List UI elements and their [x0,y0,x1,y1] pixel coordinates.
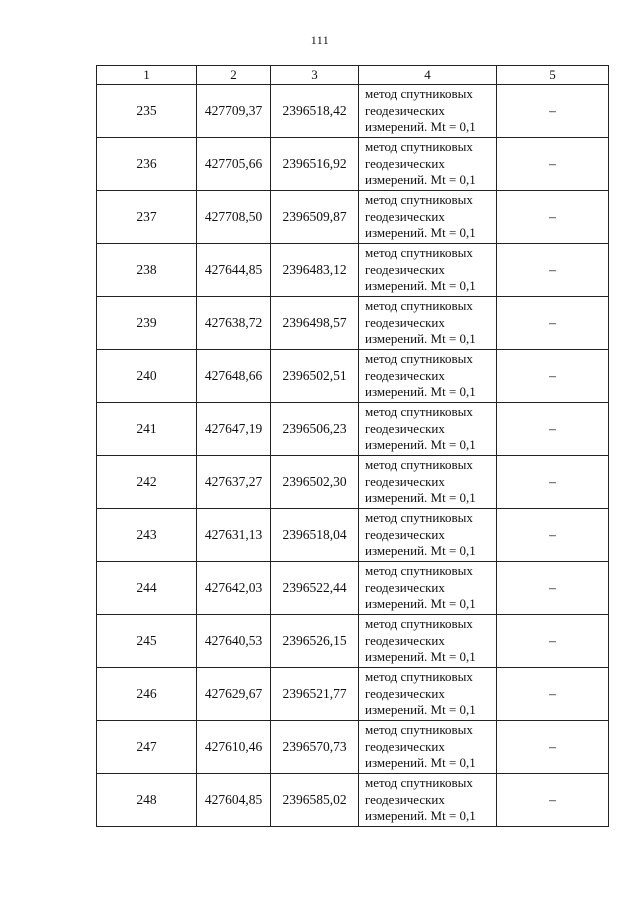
method-cell [359,85,497,138]
table-row [97,244,609,297]
y-coordinate-cell: 2396521,77 [271,668,359,721]
method-cell [359,403,497,456]
method-text-line: геодезических [365,420,445,436]
method-text-line: метод спутниковых [365,510,473,526]
method-text-line: измерений. Mt = 0,1 [365,384,476,400]
method-text-line: измерений. Mt = 0,1 [365,543,476,559]
column-5-cell: – [497,297,609,350]
method-text-line: метод спутниковых [365,457,473,473]
y-coordinate-cell: 2396570,73 [271,721,359,774]
point-number-cell: 236 [97,138,197,191]
point-number-cell: 248 [97,774,197,827]
x-coordinate-cell: 427604,85 [197,774,271,827]
column-5-cell: – [497,562,609,615]
method-cell [359,191,497,244]
coordinates-table [96,65,609,827]
method-cell [359,774,497,827]
method-text-line: геодезических [365,526,445,542]
method-cell [359,721,497,774]
method-text-line: геодезических [365,473,445,489]
method-text-line: измерений. Mt = 0,1 [365,331,476,347]
method-cell [359,138,497,191]
column-5-cell: – [497,615,609,668]
header-col-2: 2 [197,66,271,85]
point-number-cell: 237 [97,191,197,244]
table-row [97,350,609,403]
method-text-line: измерений. Mt = 0,1 [365,702,476,718]
table-row [97,138,609,191]
column-5-cell: – [497,138,609,191]
table-row [97,721,609,774]
column-5-cell: – [497,403,609,456]
y-coordinate-cell: 2396502,30 [271,456,359,509]
method-text-line: метод спутниковых [365,298,473,314]
method-text-line: геодезических [365,738,445,754]
table-row [97,774,609,827]
method-cell [359,668,497,721]
point-number-cell: 244 [97,562,197,615]
table-row [97,456,609,509]
method-text-line: измерений. Mt = 0,1 [365,172,476,188]
column-5-cell: – [497,191,609,244]
page-number: 111 [310,33,330,47]
method-text-line: геодезических [365,102,445,118]
table-body [97,85,609,827]
method-text-line: геодезических [365,685,445,701]
column-5-cell: – [497,456,609,509]
method-text-line: метод спутниковых [365,669,473,685]
x-coordinate-cell: 427629,67 [197,668,271,721]
method-text-line: измерений. Mt = 0,1 [365,490,476,506]
method-text-line: измерений. Mt = 0,1 [365,808,476,824]
header-col-5: 5 [497,66,609,85]
method-text-line: геодезических [365,208,445,224]
method-cell [359,244,497,297]
x-coordinate-cell: 427631,13 [197,509,271,562]
x-coordinate-cell: 427637,27 [197,456,271,509]
x-coordinate-cell: 427647,19 [197,403,271,456]
method-text-line: геодезических [365,791,445,807]
method-cell [359,509,497,562]
method-text-line: метод спутниковых [365,775,473,791]
table-header [97,66,609,85]
method-text-line: измерений. Mt = 0,1 [365,596,476,612]
method-text-line: метод спутниковых [365,616,473,632]
point-number-cell: 246 [97,668,197,721]
method-text-line: метод спутниковых [365,139,473,155]
method-text-line: геодезических [365,632,445,648]
y-coordinate-cell: 2396516,92 [271,138,359,191]
point-number-cell: 241 [97,403,197,456]
method-text-line: измерений. Mt = 0,1 [365,119,476,135]
method-text-line: геодезических [365,367,445,383]
point-number-cell: 235 [97,85,197,138]
method-text-line: метод спутниковых [365,86,473,102]
y-coordinate-cell: 2396509,87 [271,191,359,244]
y-coordinate-cell: 2396522,44 [271,562,359,615]
x-coordinate-cell: 427705,66 [197,138,271,191]
method-text-line: метод спутниковых [365,722,473,738]
method-text-line: метод спутниковых [365,563,473,579]
column-5-cell: – [497,774,609,827]
point-number-cell: 242 [97,456,197,509]
method-cell [359,562,497,615]
method-text-line: метод спутниковых [365,245,473,261]
method-text-line: метод спутниковых [365,351,473,367]
method-text-line: измерений. Mt = 0,1 [365,278,476,294]
x-coordinate-cell: 427644,85 [197,244,271,297]
table-row [97,403,609,456]
y-coordinate-cell: 2396526,15 [271,615,359,668]
y-coordinate-cell: 2396498,57 [271,297,359,350]
point-number-cell: 239 [97,297,197,350]
y-coordinate-cell: 2396502,51 [271,350,359,403]
x-coordinate-cell: 427709,37 [197,85,271,138]
column-5-cell: – [497,509,609,562]
header-row [97,66,609,85]
method-text-line: метод спутниковых [365,192,473,208]
point-number-cell: 238 [97,244,197,297]
point-number-cell: 245 [97,615,197,668]
header-col-3: 3 [271,66,359,85]
y-coordinate-cell: 2396518,04 [271,509,359,562]
header-col-1: 1 [97,66,197,85]
x-coordinate-cell: 427638,72 [197,297,271,350]
method-cell [359,615,497,668]
point-number-cell: 240 [97,350,197,403]
method-text-line: измерений. Mt = 0,1 [365,649,476,665]
column-5-cell: – [497,350,609,403]
method-text-line: геодезических [365,579,445,595]
method-cell [359,350,497,403]
column-5-cell: – [497,668,609,721]
x-coordinate-cell: 427640,53 [197,615,271,668]
x-coordinate-cell: 427642,03 [197,562,271,615]
method-cell [359,297,497,350]
method-text-line: измерений. Mt = 0,1 [365,437,476,453]
table-row [97,191,609,244]
y-coordinate-cell: 2396518,42 [271,85,359,138]
table-row [97,668,609,721]
header-col-4: 4 [359,66,497,85]
x-coordinate-cell: 427610,46 [197,721,271,774]
method-text-line: геодезических [365,155,445,171]
method-text-line: метод спутниковых [365,404,473,420]
y-coordinate-cell: 2396483,12 [271,244,359,297]
method-text-line: измерений. Mt = 0,1 [365,225,476,241]
method-text-line: измерений. Mt = 0,1 [365,755,476,771]
table-row [97,85,609,138]
table-row [97,297,609,350]
column-5-cell: – [497,244,609,297]
table-row [97,615,609,668]
column-5-cell: – [497,721,609,774]
table-row [97,562,609,615]
method-text-line: геодезических [365,261,445,277]
table-row [97,509,609,562]
point-number-cell: 247 [97,721,197,774]
method-text-line: геодезических [365,314,445,330]
x-coordinate-cell: 427708,50 [197,191,271,244]
x-coordinate-cell: 427648,66 [197,350,271,403]
method-cell [359,456,497,509]
y-coordinate-cell: 2396585,02 [271,774,359,827]
point-number-cell: 243 [97,509,197,562]
column-5-cell: – [497,85,609,138]
y-coordinate-cell: 2396506,23 [271,403,359,456]
